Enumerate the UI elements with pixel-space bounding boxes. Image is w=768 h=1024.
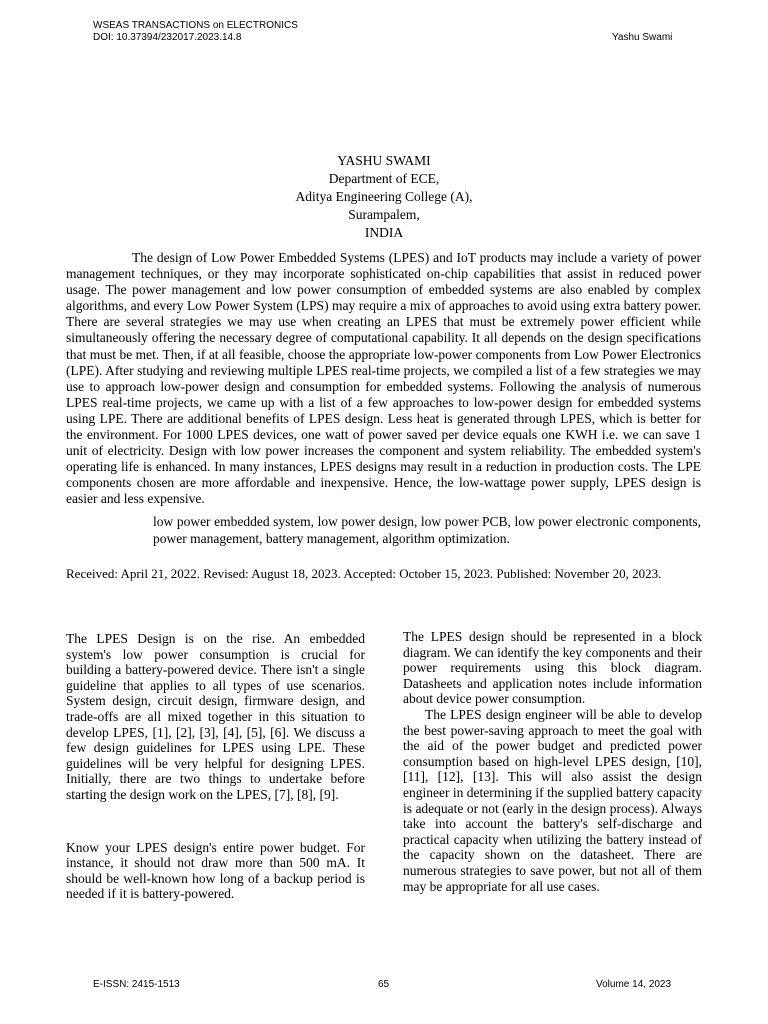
publication-dates: Received: April 21, 2022. Revised: August 18, 2023. Accepted: October 15, 2023. Published: November 20, 2023. — [66, 566, 662, 581]
footer-eissn: E-ISSN: 2415-1513 — [93, 979, 180, 990]
running-author: Yashu Swami — [612, 32, 673, 43]
design-engineer-paragraph: The LPES design engineer will be able to develop the best power-saving approach to meet the goal with the aid of the power budget and predicted power consumption based on high-level LPES design, [10], [11], [12], [13]. This will also assist the design engineer in determining if the supplied battery capacity is adequate or not (early in the design process). Always take into account the battery's self-discharge and practical capacity when utilizing the battery instead of the capacity shown on the datasheet. There are numerous strategies to save power, but not all of them may be appropriate for all use cases. — [403, 706, 702, 894]
journal-title: WSEAS TRANSACTIONS on ELECTRONICS — [93, 20, 298, 31]
author-college: Aditya Engineering College (A), — [295, 189, 473, 204]
right-column — [403, 629, 702, 894]
footer-volume: Volume 14, 2023 — [596, 979, 672, 990]
doi-link[interactable]: DOI: 10.37394/232017.2023.14.8 — [93, 32, 242, 43]
page-number: 65 — [378, 979, 390, 990]
author-department: Department of ECE, — [328, 171, 440, 186]
author-name: YASHU SWAMI — [337, 153, 431, 168]
power-budget-paragraph: Know your LPES design's entire power budget. For instance, it should not draw more than 500 mA. It should be well-known how long of a backup period is needed if it is battery-powered. — [66, 839, 365, 902]
author-country: INDIA — [364, 225, 404, 240]
block-diagram-paragraph: The LPES design should be represented in a block diagram. We can identify the key components and their power requirements using this block diagram. Datasheets and application notes include information about device power consumption. — [403, 629, 702, 707]
author-block — [0, 152, 768, 242]
left-column — [66, 631, 365, 902]
abstract: The design of Low Power Embedded Systems (LPES) and IoT products may include a variety of power management techniques, or they may incorporate sophisticated on-chip capabilities that assist in reduced power usage. The power management and low power consumption of embedded systems are also enabled by complex algorithms, and every Low Power System (LPS) may require a mix of approaches to avoid using extra battery power. There are several strategies we may use when creating an LPES that must be extremely power efficient while simultaneously offering the necessary degree of computational capability. It all depends on the design specifications that must be met. Then, if at all feasible, choose the appropriate low-power components from Low Power Electronics (LPE). After studying and reviewing multiple LPES real-time projects, we compiled a list of a few strategies we may use to approach low-power design and consumption for embedded systems. Following the analysis of numerous LPES real-time projects, we came up with a list of a few approaches to low-power design for embedded systems using LPE. There are additional benefits of LPES design. Less heat is generated through LPES, which is better for the environment. For 1000 LPES devices, one watt of power saved per device equals one KWH i.e. we can save 1 unit of electricity. Design with low power increases the component and system reliability. The embedded system's operating life is enhanced. In many instances, LPES designs may result in a reduction in production costs. The LPE components chosen are more affordable and inexpensive. Hence, the low-wattage power supply, LPES design is easier and less expensive. — [66, 250, 701, 507]
keywords: low power embedded system, low power design, low power PCB, low power electronic components, power management, battery management, algorithm optimization. — [153, 514, 701, 546]
author-city: Surampalem, — [348, 207, 420, 222]
intro-paragraph: The LPES Design is on the rise. An embedded system's low power consumption is crucial for building a battery-powered device. There isn't a single guideline that applies to all types of use scenarios. System design, circuit design, firmware design, and trade-offs are all mixed together in this situation to develop LPES, [1], [2], [3], [4], [5], [6]. We discuss a few design guidelines for LPES using LPE. These guidelines will be very helpful for designing LPES. Initially, there are two things to undertake before starting the design work on the LPES, [7], [8], [9]. — [66, 631, 365, 802]
